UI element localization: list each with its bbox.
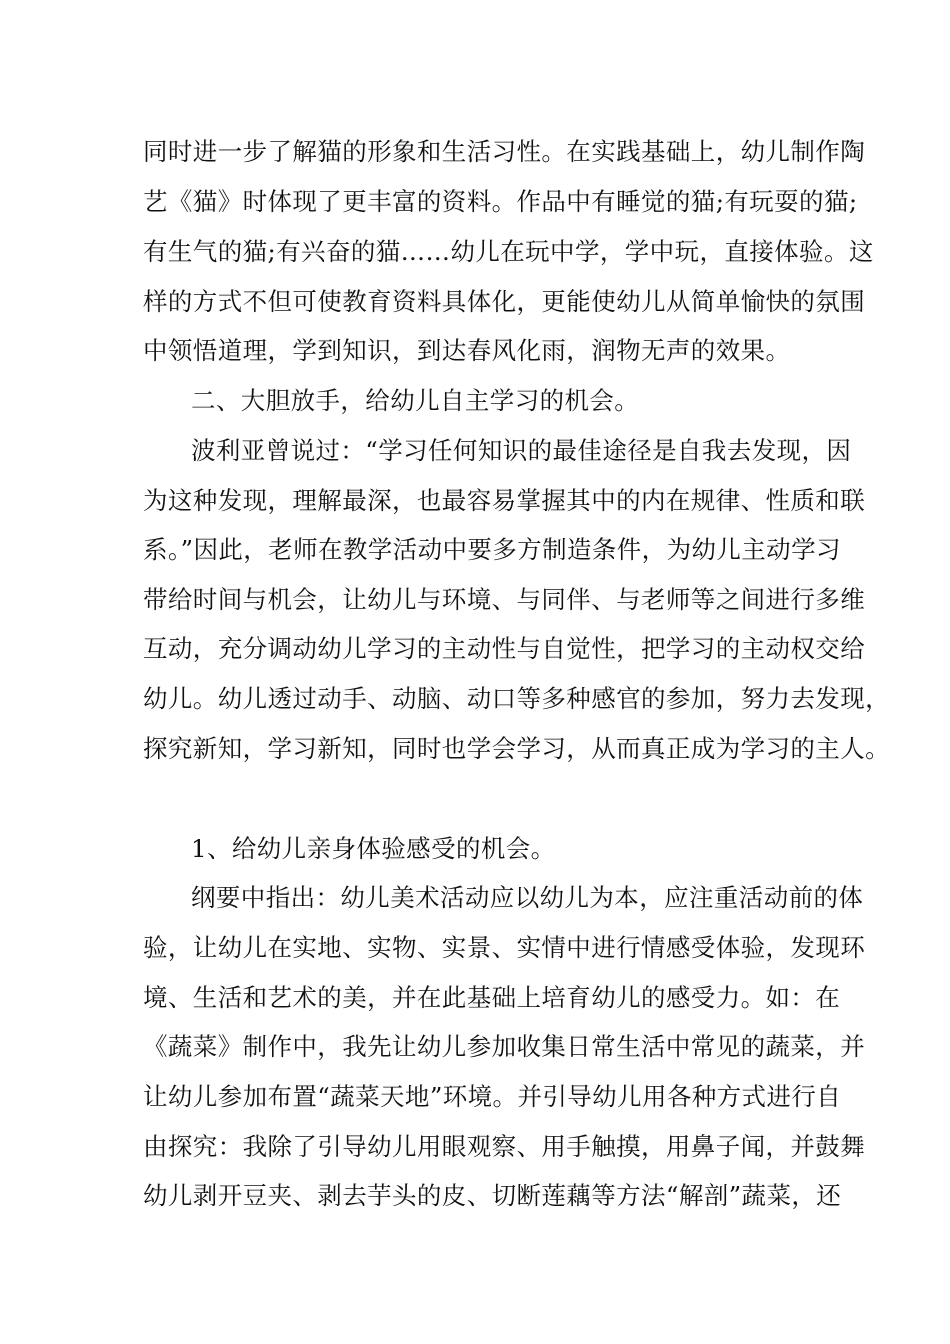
text-line: 幼儿剥开豆夹、剥去芋头的皮、切断莲藕等方法“解剖”蔬菜，还 (143, 1181, 842, 1210)
text-line: 《蔬菜》制作中，我先让幼儿参加收集日常生活中常见的蔬菜，并 (143, 1032, 866, 1061)
text-line: 系。”因此，老师在教学活动中要多方制造条件，为幼儿主动学习 (143, 535, 841, 564)
text-line: 由探究：我除了引导幼儿用眼观察、用手触摸，用鼻子闻，并鼓舞 (143, 1132, 866, 1161)
text-line: 纲要中指出：幼儿美术活动应以幼儿为本，应注重活动前的体 (191, 883, 864, 912)
text-line: 互动，充分调动幼儿学习的主动性与自觉性，把学习的主动权交给 (143, 634, 866, 663)
section-heading: 二、大胆放手，给幼儿自主学习的机会。 (191, 386, 640, 415)
subsection-heading: 1、给幼儿亲身体验感受的机会。 (191, 834, 556, 863)
text-line: 波利亚曾说过：“学习任何知识的最佳途径是自我去发现，因 (191, 436, 852, 465)
text-line: 为这种发现，理解最深，也最容易掌握其中的内在规律、性质和联 (143, 486, 866, 515)
text-line: 幼儿。幼儿透过动手、动脑、动口等多种感官的参加，努力去发现， (143, 684, 890, 713)
text-line: 验，让幼儿在实地、实物、实景、实情中进行情感受体验，发现环 (143, 933, 866, 962)
text-line: 带给时间与机会，让幼儿与环境、与同伴、与老师等之间进行多维 (143, 585, 866, 614)
text-line: 让幼儿参加布置“蔬菜天地”环境。并引导幼儿用各种方式进行自 (143, 1082, 842, 1111)
text-line: 探究新知，学习新知，同时也学会学习，从而真正成为学习的主人。 (143, 734, 890, 763)
text-line: 有生气的猫;有兴奋的猫……幼儿在玩中学，学中玩，直接体验。这 (143, 237, 874, 266)
text-line: 境、生活和艺术的美，并在此基础上培育幼儿的感受力。如：在 (143, 983, 841, 1012)
text-line: 同时进一步了解猫的形象和生活习性。在实践基础上，幼儿制作陶 (143, 137, 866, 166)
text-line: 中领悟道理，学到知识，到达春风化雨，润物无声的效果。 (143, 336, 791, 365)
text-line: 艺《猫》时体现了更丰富的资料。作品中有睡觉的猫;有玩耍的猫; (143, 187, 858, 216)
text-line: 样的方式不但可使教育资料具体化，更能使幼儿从简单愉快的氛围 (143, 287, 866, 316)
